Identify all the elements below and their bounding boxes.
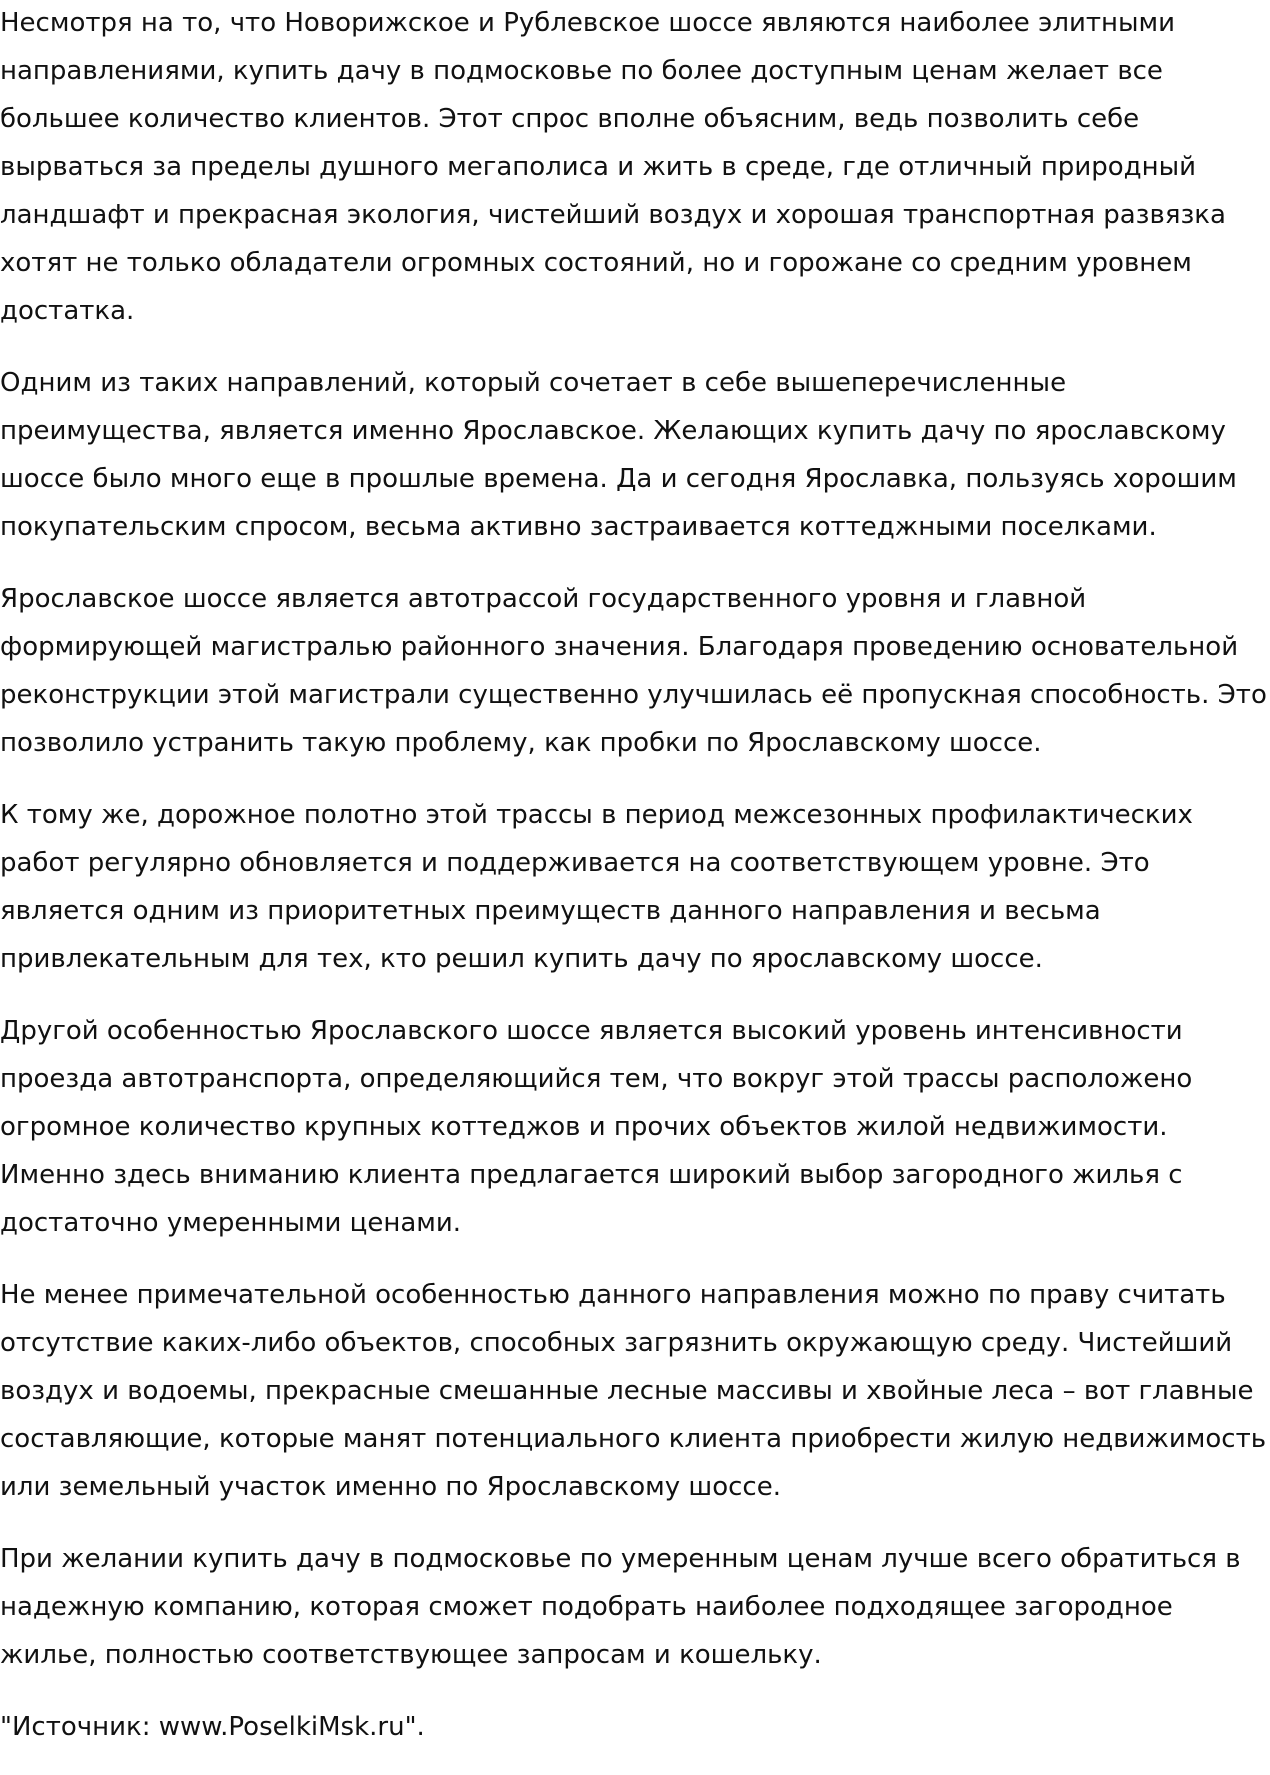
paragraph-road-maintenance: К тому же, дорожное полотно этой трассы в период межсезонных профилактических работ регулярно обновляется и поддерживается на соответствующем уровне. Это является одним из приоритетных преимуществ данного направления и весьма привлекательным для тех, кто решил купить дачу по ярославскому шоссе.: [0, 800, 1193, 974]
paragraph-traffic-intensity: Другой особенностью Ярославского шоссе является высокий уровень интенсивности проезда автотранспорта, определяющийся тем, что вокруг этой трассы расположено огромное количество крупных коттеджов и прочих объектов жилой недвижимости. Именно здесь вниманию клиента предлагается широкий выбор загородного жилья с достаточно умеренными ценами.: [0, 1016, 1193, 1238]
paragraph-ecology: Не менее примечательной особенностью данного направления можно по праву считать отсутствие каких-либо объектов, способных загрязнить окружающую среду. Чистейший воздух и водоемы, прекрасные смешанные лесные массивы и хвойные леса – вот главные составляющие, которые манят потенциального клиента приобрести жилую недвижимость или земельный участок именно по Ярославскому шоссе.: [0, 1280, 1267, 1502]
paragraph-highway-reconstruction: Ярославское шоссе является автотрассой государственного уровня и главной формирующей магистралью районного значения. Благодаря проведению основательной реконструкции этой магистрали существенно улучшилась её пропускная способность. Это позволило устранить такую проблему, как пробки по Ярославскому шоссе.: [0, 584, 1267, 758]
source-attribution: "Источник: www.PoselkiMsk.ru".: [0, 1712, 425, 1742]
paragraph-intro: Несмотря на то, что Новорижское и Рублевское шоссе являются наиболее элитными направлениями, купить дачу в подмосковье по более доступным ценам желает все большее количество клиентов. Этот спрос вполне объясним, ведь позволить себе вырваться за пределы душного мегаполиса и жить в среде, где отличный природный ландшафт и прекрасная экология, чистейший воздух и хорошая транспортная развязка хотят не только обладатели огромных состояний, но и горожане со средним уровнем достатка.: [0, 8, 1226, 326]
paragraph-recommendation: При желании купить дачу в подмосковье по умеренным ценам лучше всего обратиться в надежную компанию, которая сможет подобрать наиболее подходящее загородное жилье, полностью соответствующее запросам и кошельку.: [0, 1544, 1241, 1670]
paragraph-yaroslavskoe-direction: Одним из таких направлений, который сочетает в себе вышеперечисленные преимущества, является именно Ярославское. Желающих купить дачу по ярославскому шоссе было много еще в прошлые времена. Да и сегодня Ярославка, пользуясь хорошим покупательским спросом, весьма активно застраивается коттеджными поселками.: [0, 368, 1237, 542]
